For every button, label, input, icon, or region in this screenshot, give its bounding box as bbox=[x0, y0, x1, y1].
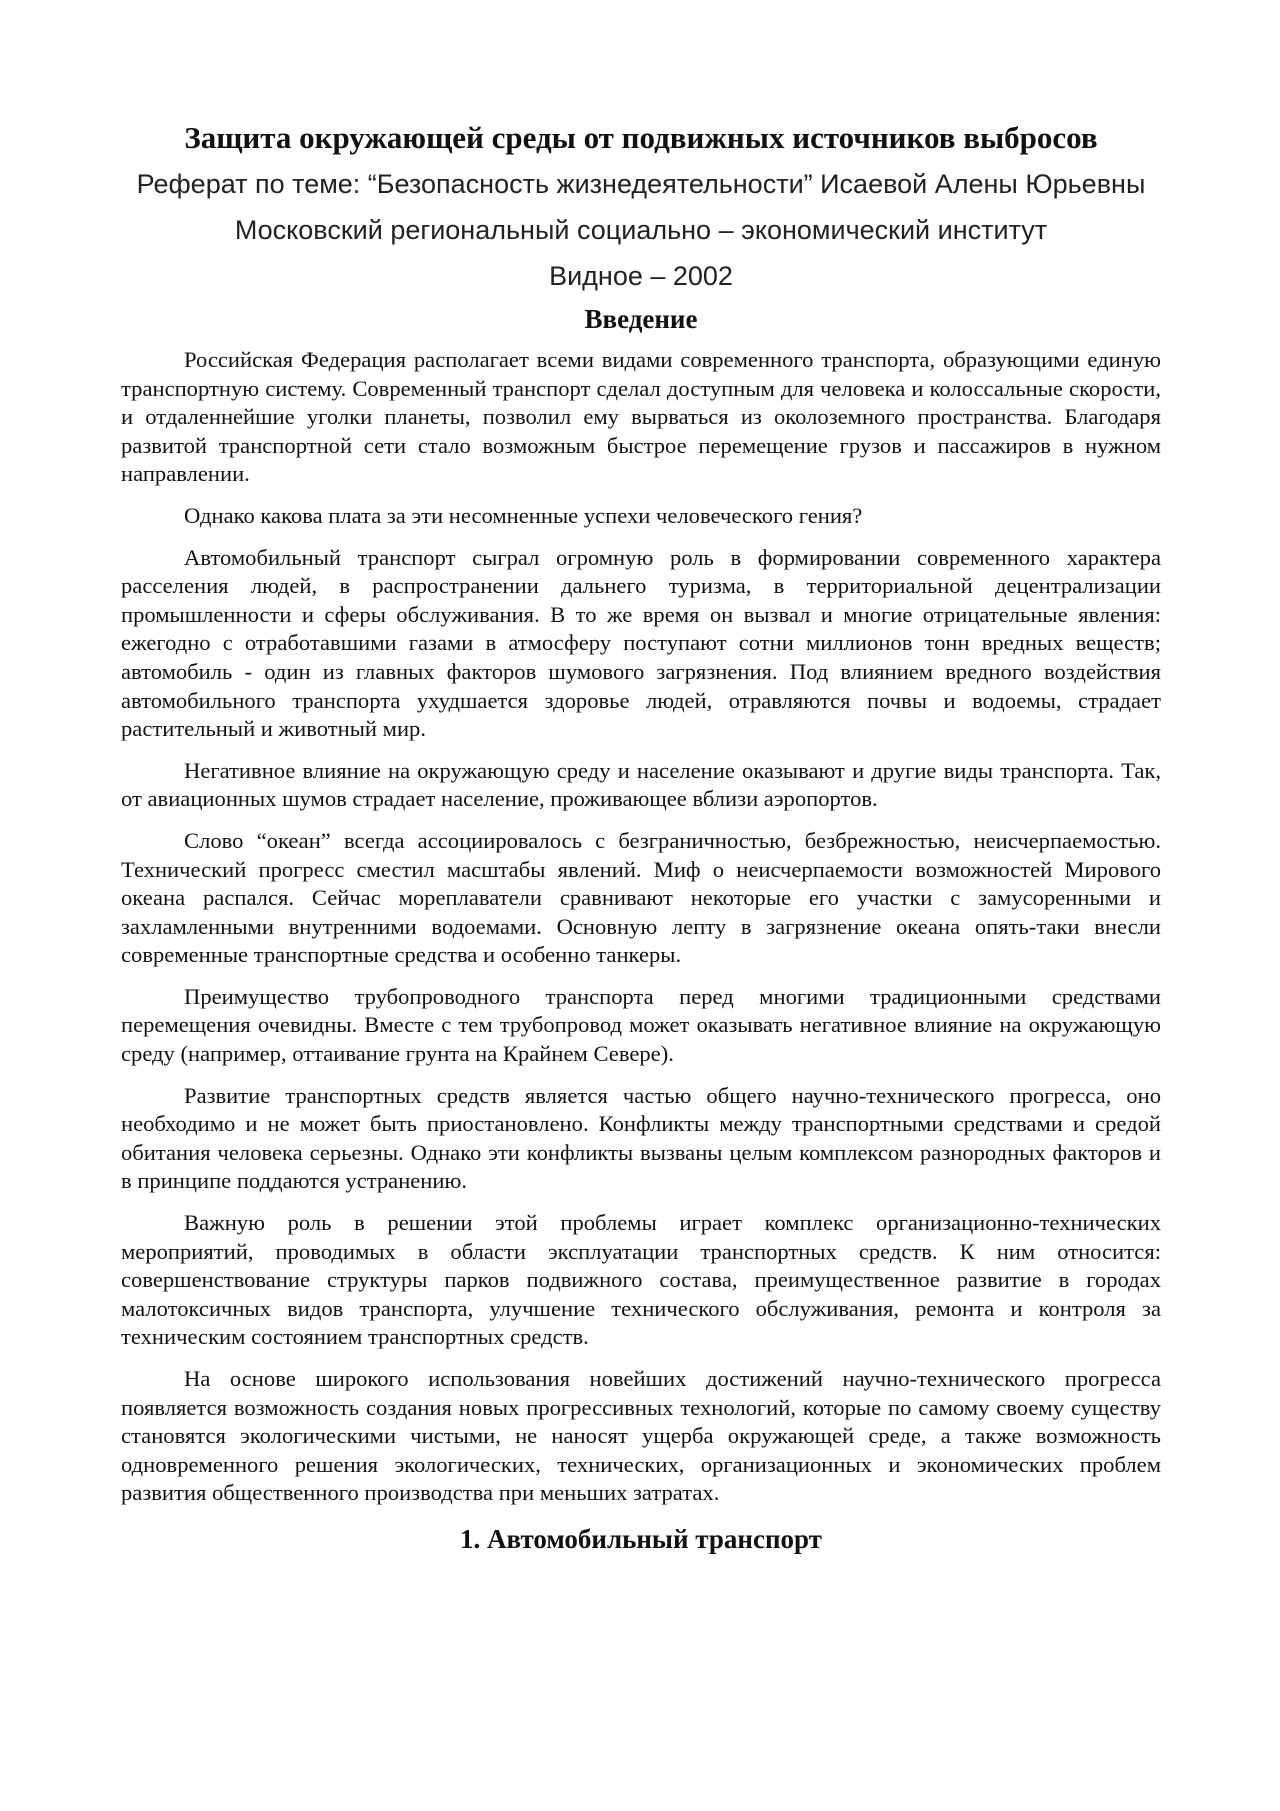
paragraph: Преимущество трубопроводного транспорта перед многими традиционными средствами перемещения очевидны. Вместе с тем трубопровод может оказывать негативное влияние на окружающую среду (например, оттаивание грунта на Крайнем Севере). bbox=[121, 983, 1161, 1067]
paragraph: Негативное влияние на окружающую среду и население оказывают и другие виды транспорта. Так, от авиационных шумов страдает население, проживающее вблизи аэропортов. bbox=[121, 757, 1161, 812]
paragraph: Однако какова плата за эти несомненные успехи человеческого гения? bbox=[184, 502, 863, 528]
paragraph: Автомобильный транспорт сыграл огромную роль в формировании современного характера расселения людей, в распространении дальнего туризма, в территориальной децентрализации промышленности и сферы обслуживания. В то же время он вызвал и многие отрицательные явления: ежегодно с отработавшими газами в атмосферу поступают сотни миллионов тонн вредных веществ; автомобиль - один из главных факторов шумового загрязнения. Под влиянием вредного воздействия автомобильного транспорта ухудшается здоровье людей, отравляются почвы и водоемы, страдает растительный и животный мир. bbox=[121, 544, 1161, 742]
intro-heading: Введение bbox=[584, 304, 698, 334]
document-page bbox=[121, 118, 1161, 1557]
document-subtitle-topic: Реферат по теме: “Безопасность жизнедеятельности” Исаевой Алены Юрьевны bbox=[136, 169, 1146, 199]
document-subtitle-place-year: Видное – 2002 bbox=[549, 261, 733, 291]
paragraph: Российская Федерация располагает всеми видами современного транспорта, образующими единую транспортную систему. Современный транспорт сделал доступным для человека и колоссальные скорости, и отдаленнейшие уголки планеты, позволил ему вырваться из околоземного пространства. Благодаря развитой транспортной сети стало возможным быстрое перемещение грузов и пассажиров в нужном направлении. bbox=[121, 347, 1161, 487]
paragraph: Слово “океан” всегда ассоциировалось с безграничностью, безбрежностью, неисчерпаемостью. Технический прогресс сместил масштабы явлений. Миф о неисчерпаемости возможностей Мирового океана распался. Сейчас мореплаватели сравнивают некоторые его участки с замусоренными и захламленными внутренними водоемами. Основную лепту в загрязнение океана опять-таки внесли современные транспортные средства и особенно танкеры. bbox=[121, 827, 1161, 968]
paragraph: Важную роль в решении этой проблемы играет комплекс организационно-технических мероприятий, проводимых в области эксплуатации транспортных средств. К ним относится: совершенствование структуры парков подвижного состава, преимущественное развитие в городах малотоксичных видов транспорта, улучшение технического обслуживания, ремонта и контроля за техническим состоянием транспортных средств. bbox=[121, 1210, 1161, 1350]
section-heading: 1. Автомобильный транспорт bbox=[460, 1523, 822, 1554]
paragraph: На основе широкого использования новейших достижений научно-технического прогресса появляется возможность создания новых прогрессивных технологий, которые по самому своему существу становятся экологическими чистыми, не наносят ущерба окружающей среде, а также возможность одновременного решения экологических, технических, организационных и экономических проблем развития общественного производства при меньших затратах. bbox=[121, 1366, 1161, 1506]
document-subtitle-institute: Московский региональный социально – экономический институт bbox=[234, 215, 1048, 245]
paragraph: Развитие транспортных средств является частью общего научно-технического прогресса, оно необходимо и не может быть приостановлено. Конфликты между транспортными средствами и средой обитания человека серьезны. Однако эти конфликты вызваны целым комплексом разнородных факторов и в принципе поддаются устранению. bbox=[121, 1082, 1161, 1194]
document-title: Защита окружающей среды от подвижных источников выбросов bbox=[184, 120, 1098, 155]
